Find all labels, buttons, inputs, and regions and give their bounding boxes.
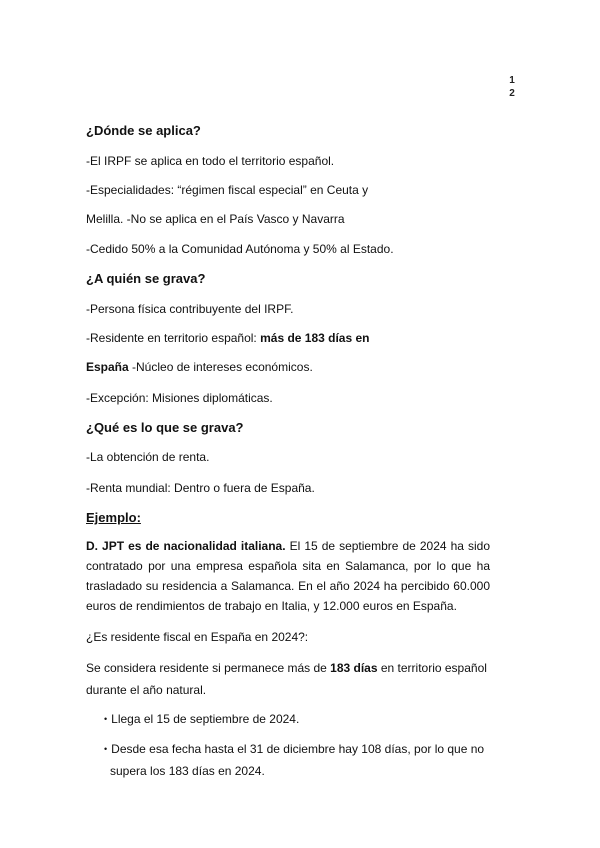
list-item-text: Desde esa fecha hasta el 31 de diciembre hay 108 días, por lo que no (111, 742, 485, 756)
text-segment: en territorio español (377, 661, 487, 675)
bold-text: más de 183 días en (260, 331, 370, 345)
text-line (86, 331, 370, 345)
text-line: durante el año natural. (86, 683, 207, 697)
text-line: -El IRPF se aplica en todo el territorio español. (86, 154, 335, 168)
text-segment: -Núcleo de intereses económicos. (128, 360, 313, 374)
text-line: -Especialidades: “régimen fiscal especial” en Ceuta y (86, 183, 369, 197)
bold-text: D. JPT es de nacionalidad italiana. (86, 539, 286, 553)
text-segment: Se considera residente si permanece más de (86, 661, 331, 675)
page-number-line-1: 1 (509, 75, 515, 86)
bullet-icon: • (104, 714, 108, 724)
text-line: -Excepción: Misiones diplomáticas. (86, 391, 273, 405)
example-question: ¿Es residente fiscal en España en 2024?: (86, 630, 309, 644)
list-item-text: supera los 183 días en 2024. (110, 764, 265, 778)
text-line: -Cedido 50% a la Comunidad Autónoma y 50% al Estado. (86, 242, 394, 256)
text-line: -La obtención de renta. (86, 450, 210, 464)
list-item (104, 708, 504, 730)
text-segment: -Residente en territorio español: (86, 331, 261, 345)
text-segment: El 15 de septiembre de 2024 ha sido contratado por una empresa española sita en Salamanca, por lo que ha trasladado su residencia a Salamanca. En el año 2024 ha percibido 60.000 euros de rendimientos de trabajo en Italia, y 12.000 euros en España. (86, 539, 490, 613)
section-heading-que: ¿Qué es lo que se grava? (86, 420, 244, 435)
example-paragraph (86, 536, 490, 616)
page-number (506, 74, 518, 100)
bold-text: 183 días (330, 661, 378, 675)
page-number-line-2: 2 (509, 88, 515, 99)
text-line (86, 360, 313, 374)
section-heading-a-quien: ¿A quién se grava? (86, 271, 206, 286)
bullet-icon: • (104, 744, 108, 754)
section-heading-donde: ¿Dónde se aplica? (86, 123, 201, 138)
bold-text: España (86, 360, 129, 374)
list-item (104, 738, 504, 782)
list-item-text: Llega el 15 de septiembre de 2024. (111, 712, 300, 726)
text-line: -Renta mundial: Dentro o fuera de España. (86, 481, 315, 495)
text-line (86, 661, 487, 675)
example-heading: Ejemplo: (86, 510, 141, 525)
text-line: -Persona física contribuyente del IRPF. (86, 302, 294, 316)
text-line: Melilla. -No se aplica en el País Vasco y Navarra (86, 212, 345, 226)
